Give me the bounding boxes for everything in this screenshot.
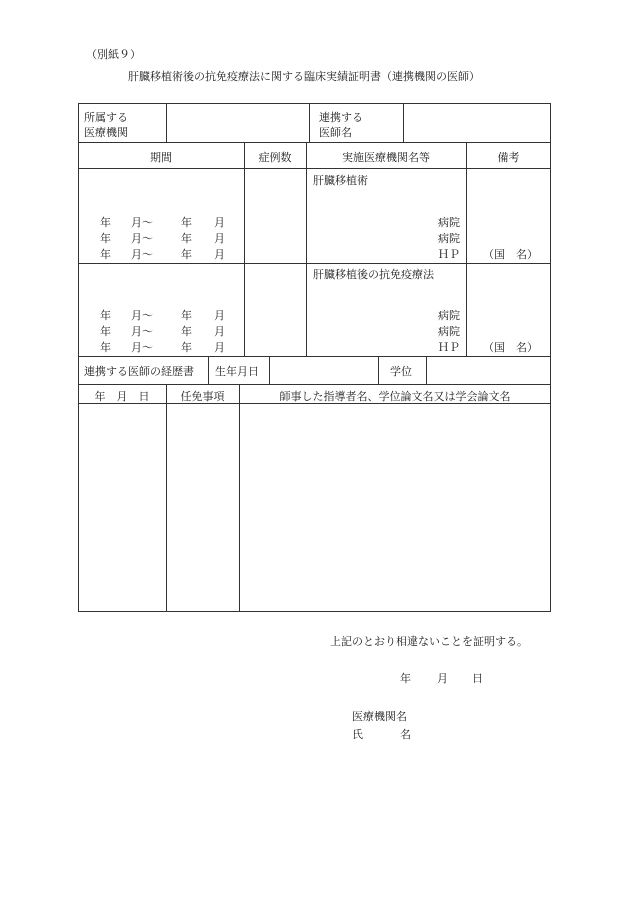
signer-name-label: 氏 — [352, 728, 363, 741]
certification-statement: 上記のとおり相違ないことを証明する。 — [330, 635, 528, 648]
affiliation-label: 医療機関 — [84, 126, 128, 139]
country-note: （国 名） — [483, 341, 538, 354]
country-note: （国 名） — [483, 248, 538, 261]
career-date-field[interactable] — [79, 404, 166, 611]
degree-label: 学位 — [390, 365, 412, 378]
mentor-thesis-header: 師事した指導者名、学位論文名又は学会論文名 — [279, 390, 511, 403]
signer-name-label: 名 — [400, 728, 411, 741]
therapy-section-heading: 肝臓移植後の抗免疫療法 — [313, 268, 434, 281]
col-divider — [208, 356, 209, 384]
career-date-header: 年 月 日 — [94, 390, 150, 403]
document-title: 肝臓移植術後の抗免疫療法に関する臨床実績証明書（連携機関の医師） — [128, 70, 480, 83]
career-label: 連携する医師の経歴書 — [84, 365, 194, 378]
appointment-field[interactable] — [167, 404, 239, 611]
doctor-name-field[interactable] — [404, 104, 550, 141]
row-divider — [78, 384, 551, 385]
col-divider — [309, 103, 310, 142]
facility-suffix: 病院 — [438, 325, 460, 338]
facility-suffix: ＨＰ — [438, 248, 460, 261]
facility-suffix: ＨＰ — [438, 341, 460, 354]
row-divider — [78, 263, 551, 264]
facility-column-header: 実施医療機関名等 — [342, 151, 430, 164]
transplant-section-heading: 肝臓移植術 — [313, 174, 368, 187]
facility-suffix: 病院 — [438, 216, 460, 229]
row-divider — [78, 168, 551, 169]
attachment-label: （別紙９） — [86, 48, 141, 61]
affiliation-field[interactable] — [166, 104, 308, 141]
col-divider — [466, 142, 467, 356]
facility-suffix: 病院 — [438, 309, 460, 322]
partner-doctor-label: 医師名 — [319, 126, 352, 139]
institution-name-label: 医療機関名 — [352, 710, 407, 723]
col-divider — [244, 142, 245, 356]
birthdate-label: 生年月日 — [215, 365, 259, 378]
appointment-header: 任免事項 — [180, 390, 225, 403]
cases-column-header: 症例数 — [258, 151, 292, 164]
col-divider — [306, 142, 307, 356]
mentor-thesis-field[interactable] — [240, 404, 550, 611]
facility-suffix: 病院 — [438, 232, 460, 245]
remarks-column-header: 備考 — [497, 151, 520, 164]
degree-field[interactable] — [427, 357, 550, 383]
partner-doctor-label: 連携する — [319, 111, 363, 124]
col-divider — [378, 356, 379, 384]
period-column-header: 期間 — [150, 151, 172, 164]
row-divider — [78, 142, 551, 143]
birthdate-field[interactable] — [270, 357, 377, 383]
affiliation-label: 所属する — [84, 111, 128, 124]
date-day-label: 日 — [472, 672, 483, 685]
date-year-label: 年 — [400, 672, 411, 685]
date-month-label: 月 — [437, 672, 448, 685]
